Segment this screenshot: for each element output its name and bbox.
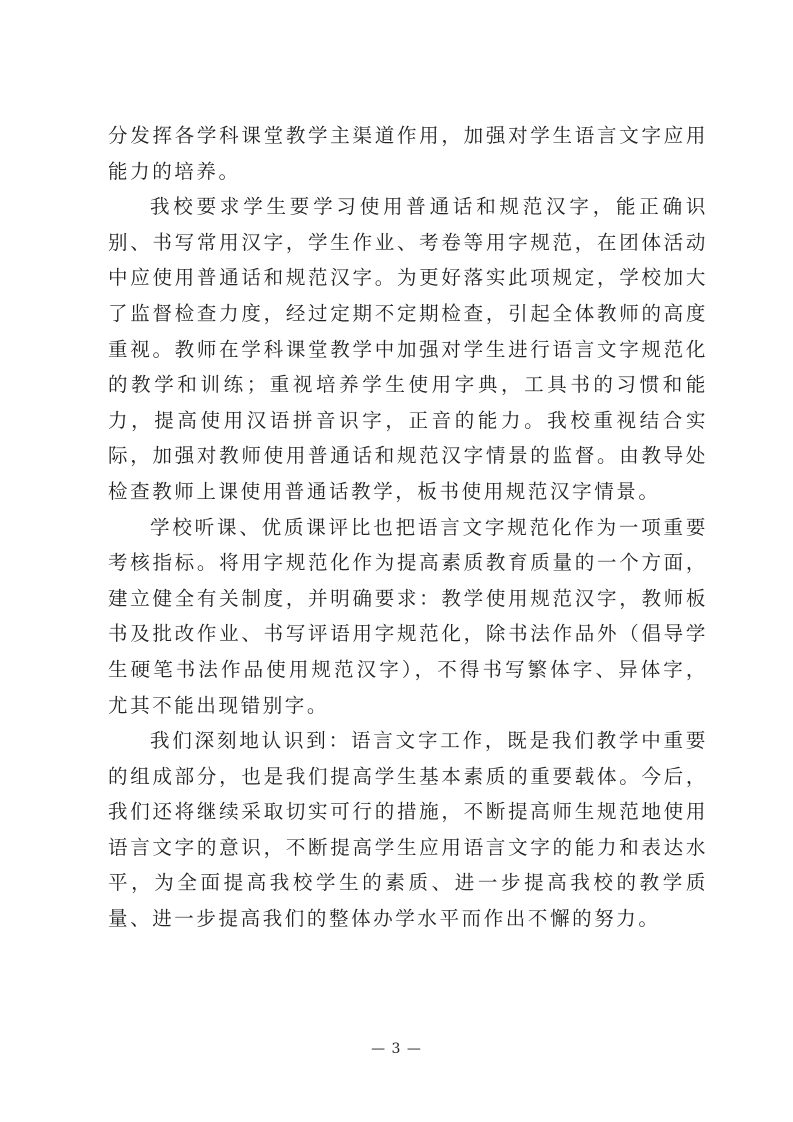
paragraph-student-requirements: 我校要求学生要学习使用普通话和规范汉字，能正确识别、书写常用汉字，学生作业、考卷等用字规范，在团体活动中应使用普通话和规范汉字。为更好落实此项规定，学校加大了监督检查力度，经过定期不定期检查，引起全体教师的高度重视。教师在学科课堂教学中加强对学生进行语言文字规范化的教学和训练；重视培养学生使用字典，工具书的习惯和能力，提高使用汉语拼音识字，正音的能力。我校重视结合实际，加强对教师使用普通话和规范汉字情景的监督。由教导处检查教师上课使用普通话教学，板书使用规范汉字情景。 [108,195,708,503]
page-number: — 3 — [371,1041,422,1057]
paragraph-continued: 分发挥各学科课堂教学主渠道作用，加强对学生语言文字应用能力的培养。 [108,124,708,183]
document-body [108,118,708,937]
paragraph-conclusion: 我们深刻地认识到：语言文字工作，既是我们教学中重要的组成部分，也是我们提高学生基本素质的重要载体。今后，我们还将继续采取切实可行的措施，不断提高师生规范地使用语言文字的意识，不断提高学生应用语言文字的能力和表达水平，为全面提高我校学生的素质、进一步提高我校的教学质量、进一步提高我们的整体办学水平而作出不懈的努力。 [108,729,708,931]
paragraph-evaluation-standards: 学校听课、优质课评比也把语言文字规范化作为一项重要考核指标。将用字规范化作为提高素质教育质量的一个方面，建立健全有关制度，并明确要求：教学使用规范汉字，教师板书及批改作业、书写评语用字规范化，除书法作品外（倡导学生硬笔书法作品使用规范汉字），不得书写繁体字、异体字，尤其不能出现错别字。 [108,515,708,717]
